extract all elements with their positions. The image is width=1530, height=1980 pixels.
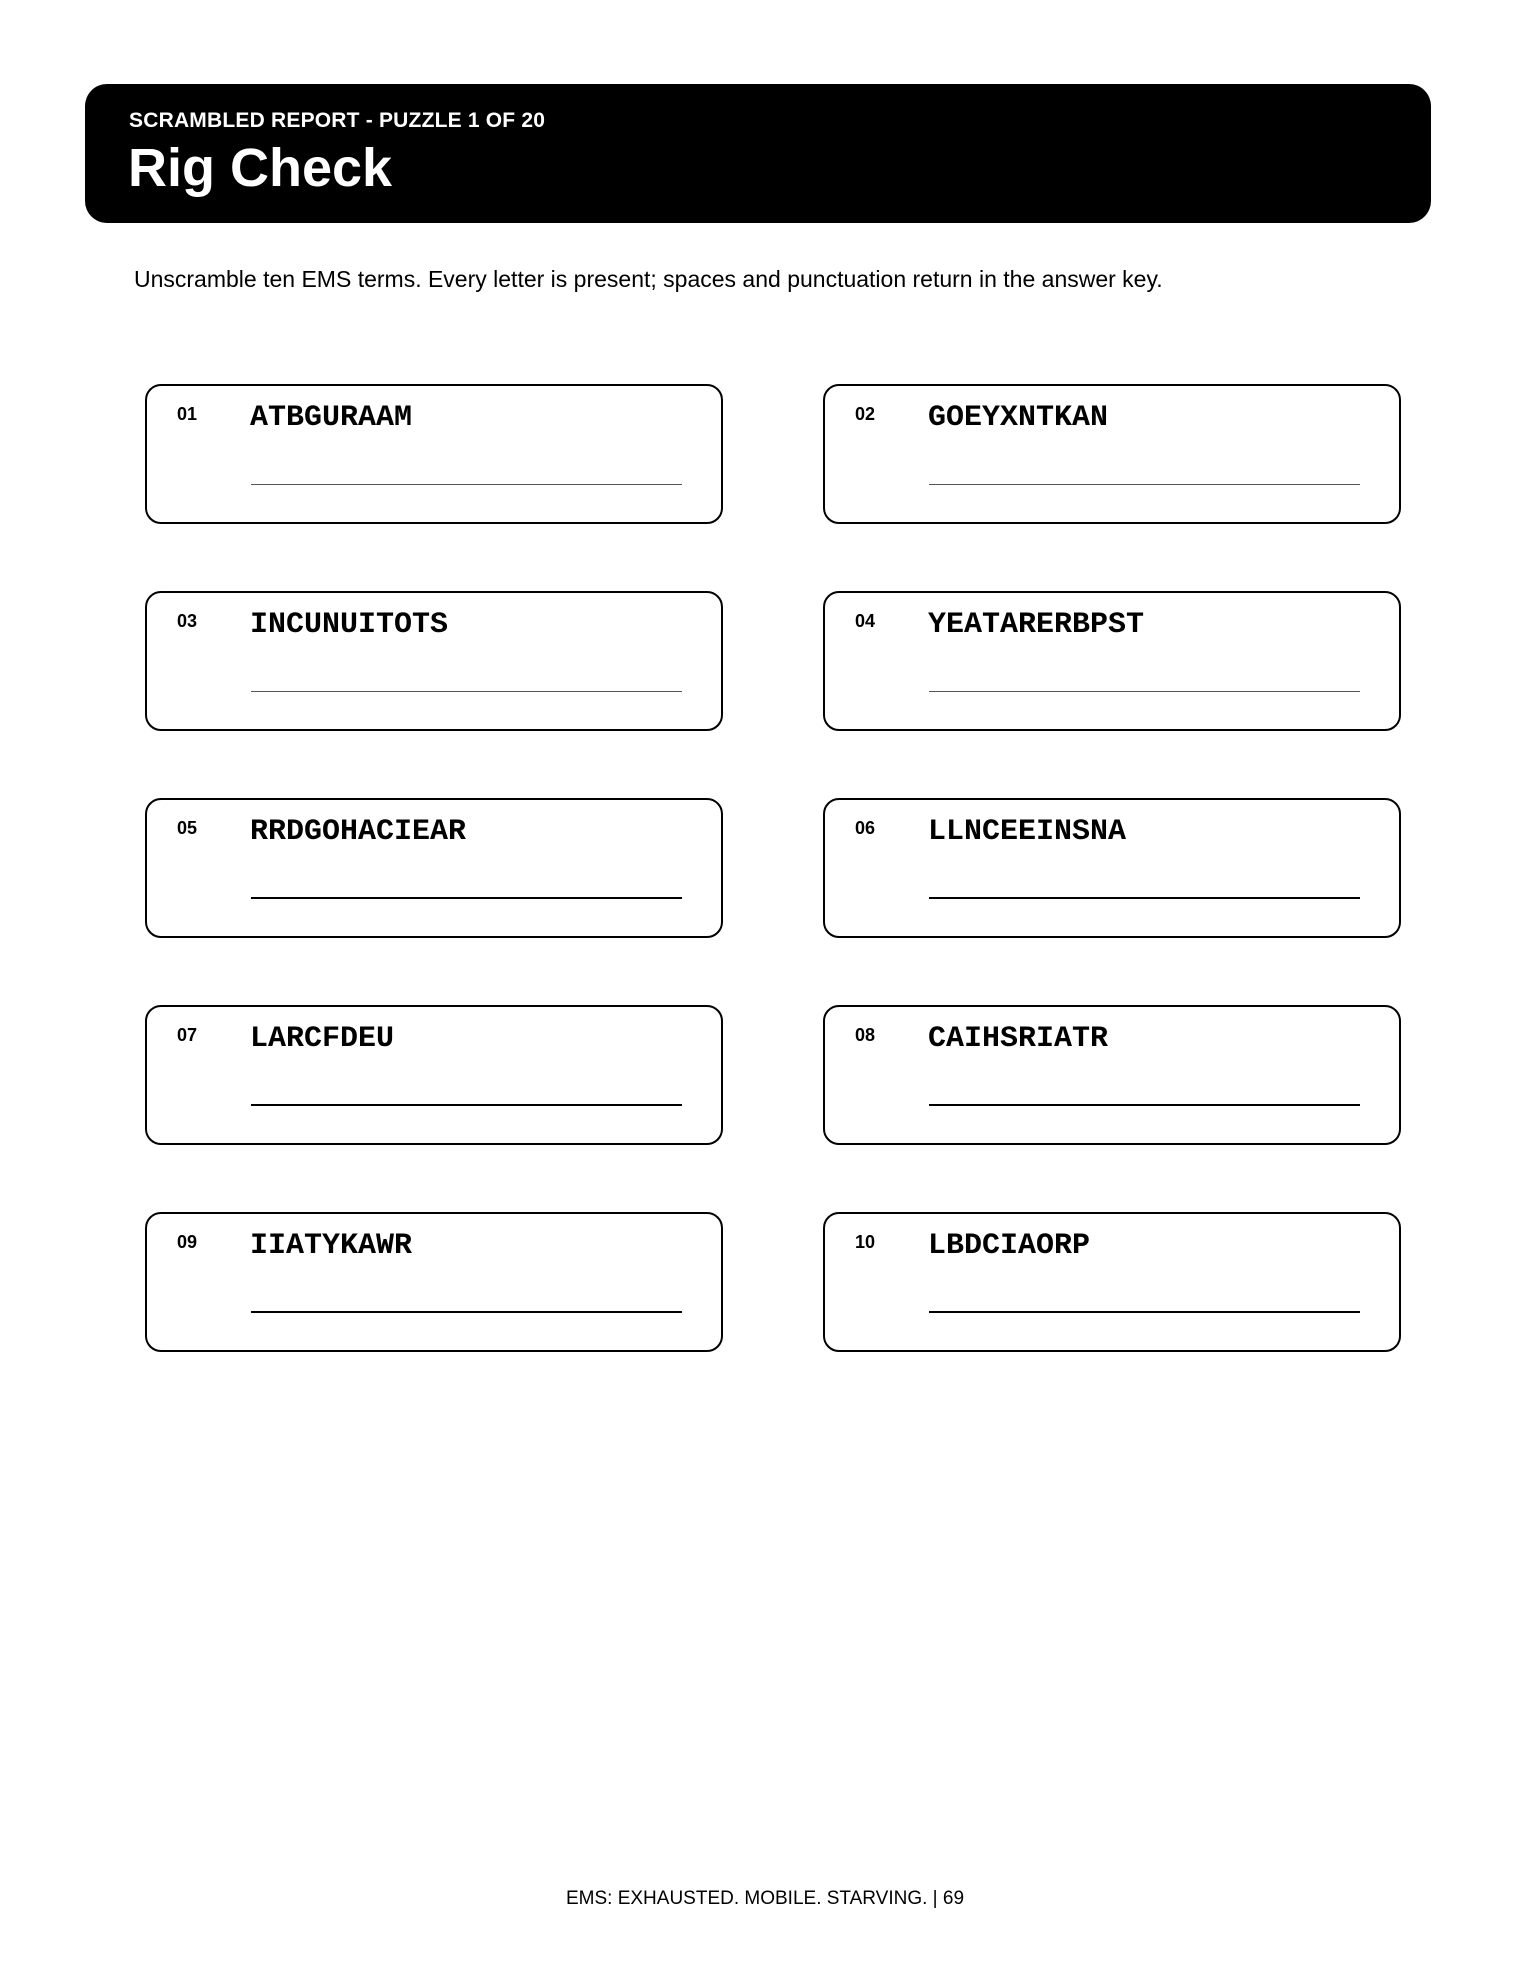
- title-banner: [85, 84, 1431, 223]
- scrambled-word: LLNCEEINSNA: [928, 815, 1127, 849]
- puzzle-grid: [145, 384, 1401, 1352]
- answer-line: [929, 691, 1360, 692]
- puzzle-number: 08: [855, 1025, 876, 1045]
- puzzle-number: 07: [177, 1025, 198, 1045]
- scrambled-word: ATBGURAAM: [250, 401, 413, 435]
- puzzle-card-08: [823, 1005, 1401, 1145]
- puzzle-card-10: [823, 1212, 1401, 1352]
- instructions-text: Unscramble ten EMS terms. Every letter is present; spaces and punctuation return in the answer key.: [134, 266, 1163, 292]
- scrambled-word: IIATYKAWR: [250, 1229, 413, 1263]
- puzzle-number: 02: [855, 404, 876, 424]
- puzzle-number: 01: [177, 404, 198, 424]
- puzzle-number: 04: [855, 611, 876, 631]
- puzzle-number: 05: [177, 818, 198, 838]
- puzzle-card-03: [145, 591, 723, 731]
- scrambled-word: GOEYXNTKAN: [928, 401, 1109, 435]
- puzzle-card-02: [823, 384, 1401, 524]
- puzzle-number: 06: [855, 818, 876, 838]
- puzzle-number: 03: [177, 611, 198, 631]
- answer-line: [929, 1311, 1360, 1313]
- puzzle-number: 09: [177, 1232, 198, 1252]
- puzzle-card-09: [145, 1212, 723, 1352]
- page-footer: EMS: EXHAUSTED. MOBILE. STARVING. | 69: [565, 1888, 965, 1909]
- answer-line: [251, 897, 682, 899]
- puzzle-card-07: [145, 1005, 723, 1145]
- scrambled-word: LBDCIAORP: [928, 1229, 1091, 1263]
- answer-line: [251, 1311, 682, 1313]
- answer-line: [929, 484, 1360, 485]
- scrambled-word: LARCFDEU: [250, 1022, 395, 1056]
- page-title: Rig Check: [128, 138, 393, 198]
- scrambled-word: INCUNUITOTS: [250, 608, 449, 642]
- puzzle-card-04: [823, 591, 1401, 731]
- puzzle-card-01: [145, 384, 723, 524]
- scrambled-word: RRDGOHACIEAR: [250, 815, 467, 849]
- puzzle-kicker: SCRAMBLED REPORT - PUZZLE 1 OF 20: [129, 109, 546, 132]
- puzzle-card-05: [145, 798, 723, 938]
- scrambled-word: CAIHSRIATR: [928, 1022, 1109, 1056]
- answer-line: [251, 484, 682, 485]
- answer-line: [929, 1104, 1360, 1106]
- answer-line: [251, 691, 682, 692]
- puzzle-number: 10: [855, 1232, 876, 1252]
- scrambled-word: YEATARERBPST: [928, 608, 1145, 642]
- answer-line: [251, 1104, 682, 1106]
- answer-line: [929, 897, 1360, 899]
- puzzle-card-06: [823, 798, 1401, 938]
